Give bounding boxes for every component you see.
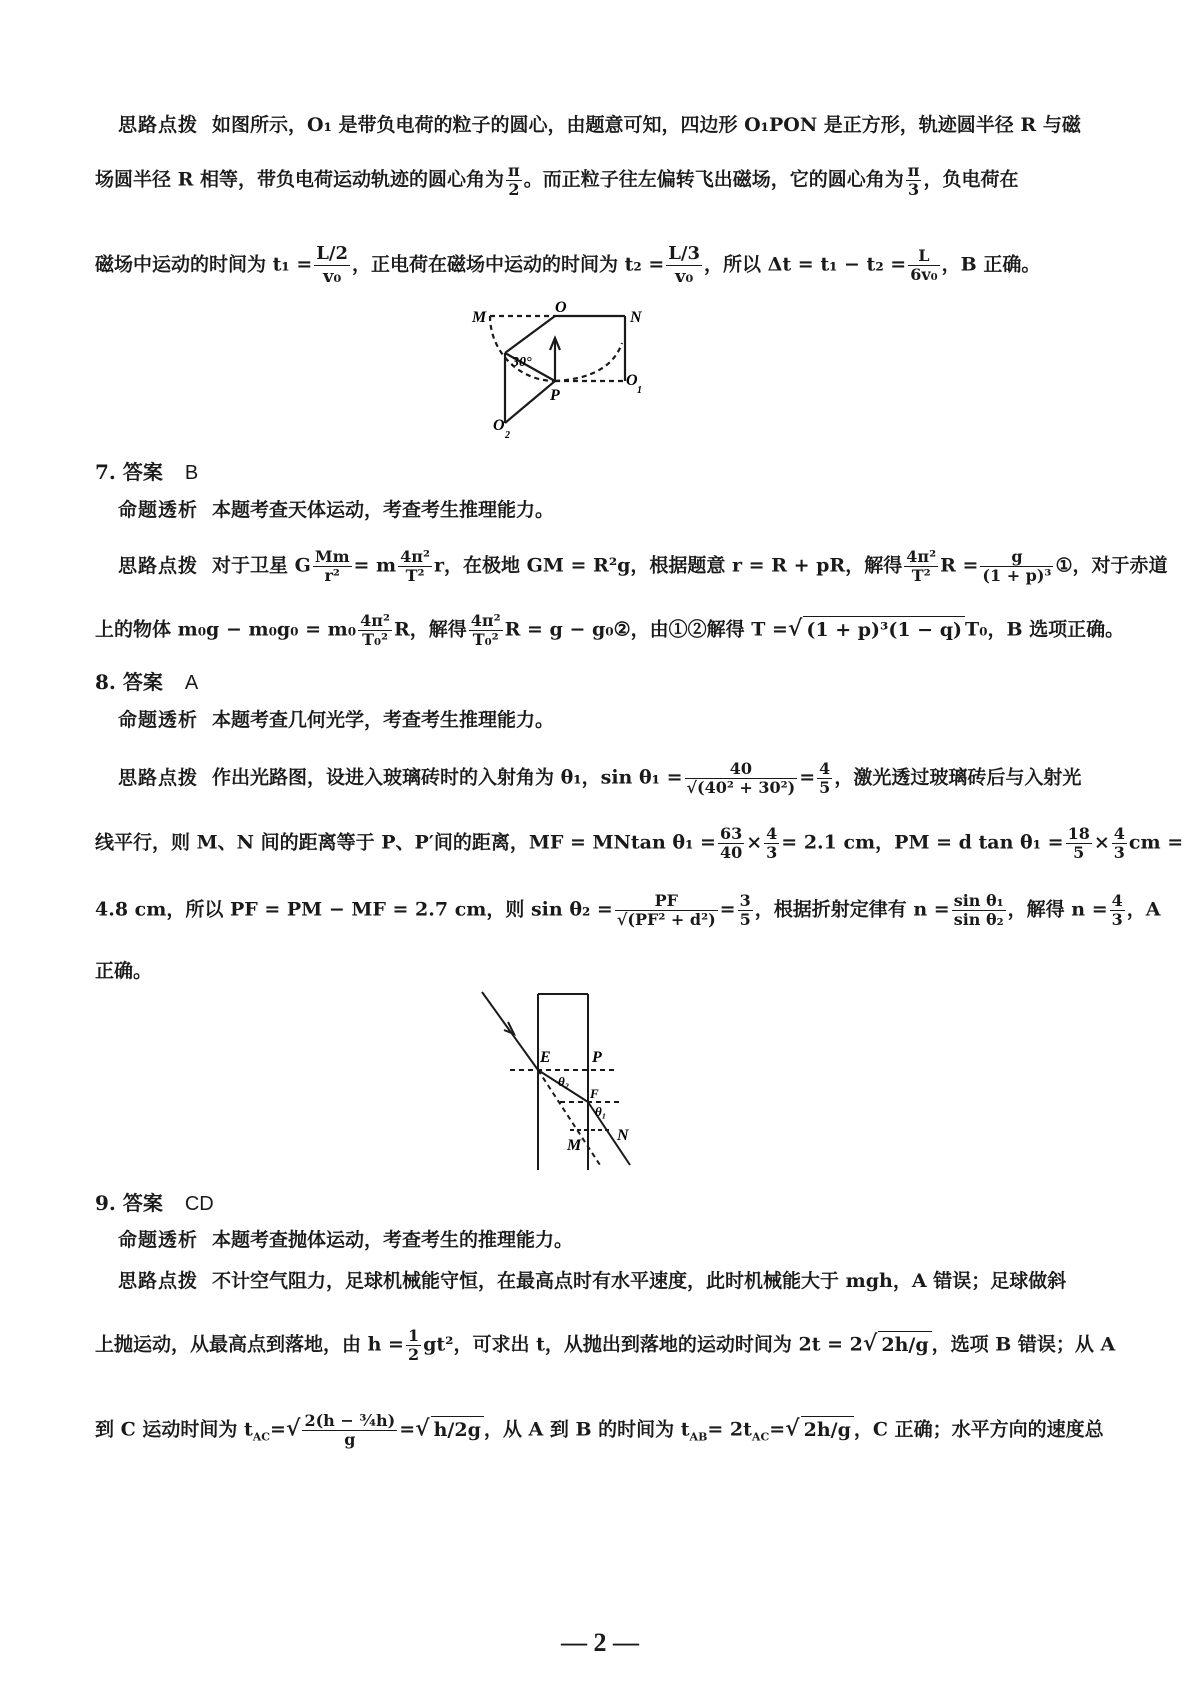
fraction: $\frac{18}{5}$	[1067, 824, 1090, 862]
q9-line-2: 上抛运动，从最高点到落地，由 h = $\frac{1}{2}$ gt²，可求出 t，从抛出到落地的运动时间为 2t = 2√ 2h/g ，选项 B 错误；从 A	[95, 1326, 1116, 1364]
label-P: P	[550, 387, 560, 404]
label-O2: O	[493, 417, 505, 434]
fraction: $\frac{\pi}{3}$	[907, 161, 920, 199]
q8-line-1: 思路点拨 作出光路图，设进入玻璃砖时的入射角为 θ₁，sin θ₁ = $\frac{40}{\text{√(40² + 30²)}}$ = $\frac{4}{5}$ ，激光透过玻璃砖后与入射光	[118, 759, 1082, 797]
q8-line-2: 线平行，则 M、N 间的距离等于 P、P′间的距离，MF = MNtan θ₁ = $\frac{63}{40}$ × $\frac{4}{3}$ = 2.1 cm，PM = d tan θ₁ = $\frac{18}{5}$ × $\frac{4}{3}$ cm =	[95, 824, 1184, 862]
fraction: $\frac{\text{sin θ₁}}{\text{sin θ₂}}$	[953, 891, 1004, 929]
q7-line-1: 思路点拨 对于卫星 G $\frac{Mm}{\text{r²}}$ = m $\frac{\text{4π²}}{\text{T²}}$ r，在极地 GM = R²g，根据题意 r = R + pR，解得 $\frac{\text{4π²}}{\text{T²}}$ R = $\frac{g}{\text{(1 + p)³}}$ ①，对于赤道	[118, 547, 1168, 585]
fraction: $\frac{40}{\text{√(40² + 30²)}}$	[686, 759, 796, 797]
label-M: M	[472, 309, 487, 326]
fraction: $\frac{\text{4π²}}{\text{T²}}$	[906, 547, 937, 585]
light-path-figure	[470, 990, 670, 1175]
fraction: $\frac{\text{4π²}}{\text{T²}}$	[400, 547, 430, 585]
q9-line-1: 思路点拨 不计空气阻力，足球机械能守恒，在最高点时有水平速度，此时机械能大于 mgh，A 错误；足球做斜	[118, 1270, 1067, 1292]
label-E: E	[540, 1049, 551, 1066]
q9-heading: 9. 答案 CD	[95, 1191, 214, 1215]
label-M: M	[567, 1137, 582, 1154]
fraction: $\frac{1}{2}$	[407, 1326, 420, 1364]
page-number: — 2 —	[561, 1628, 639, 1657]
q7-line-2: 上的物体 m₀g − m₀g₀ = m₀ $\frac{\text{4π²}}{\text{T₀²}}$ R，解得 $\frac{\text{4π²}}{\text{T₀²}}$ R = g − g₀②，由①②解得 T =√ (1 + p)³(1 − q) T₀，B 选项正确。	[95, 611, 1125, 649]
fraction: $\frac{63}{40}$	[719, 824, 743, 862]
angle-label: 30°	[512, 355, 532, 370]
fraction: $\frac{\text{4π²}}{\text{T₀²}}$	[470, 611, 501, 649]
fraction: $\frac{4}{5}$	[819, 759, 831, 797]
fraction: $\frac{L/2}{\text{v₀}}$	[316, 243, 349, 287]
q8-line-4: 正确。	[95, 960, 153, 982]
q6-line-2: 场圆半径 R 相等，带负电荷运动轨迹的圆心角为 $\frac{\pi}{2}$ 。而正粒子往左偏转飞出磁场，它的圆心角为 $\frac{\pi}{3}$ ，负电荷在	[95, 161, 1019, 199]
fraction: $\frac{PF}{\text{√(PF² + d²)}}$	[616, 891, 716, 929]
label-N: N	[617, 1127, 629, 1144]
fraction: $\frac{4}{3}$	[1111, 891, 1123, 929]
label-O1-sub: 1	[637, 385, 642, 396]
fraction: $\frac{\pi}{2}$	[508, 161, 520, 199]
q6-line-3: 磁场中运动的时间为 t₁ = $\frac{L/2}{\text{v₀}}$ ，正电荷在磁场中运动的时间为 t₂ = $\frac{L/3}{\text{v₀}}$ ，所以 Δt = t₁ − t₂ = $\frac{L}{\text{6v₀}}$ ，B 正确。	[95, 243, 1041, 287]
q7-heading: 7. 答案 B	[95, 460, 199, 484]
fraction: $\frac{L}{\text{6v₀}}$	[910, 246, 938, 284]
q9-line-3: 到 C 运动时间为 $t_{AC}=√$ $\frac{\text{2(h − ¾h)}}{g}$ =√ h/2g ，从 A 到 B 的时间为 $t_{AB}= 2t_{AC}=√$ 2h/g ，C 正确；水平方向的速度总	[95, 1411, 1104, 1449]
q8-analysis: 命题透析 本题考查几何光学，考查考生推理能力。	[118, 709, 555, 731]
label-O: O	[555, 299, 567, 316]
fraction: $\frac{\text{2(h − ¾h)}}{g}$	[304, 1411, 396, 1449]
q9-analysis: 命题透析 本题考查抛体运动，考查考生的推理能力。	[118, 1229, 574, 1251]
fraction: $\frac{4}{3}$	[1113, 824, 1125, 862]
fraction: $\frac{Mm}{\text{r²}}$	[314, 547, 350, 585]
fraction: $\frac{\text{4π²}}{\text{T₀²}}$	[360, 611, 390, 649]
label-theta1: θ₁	[595, 1104, 607, 1119]
label-theta2: θ₂	[558, 1074, 570, 1089]
q8-heading: 8. 答案 A	[95, 670, 199, 694]
magnetic-field-figure	[460, 298, 680, 448]
q7-analysis: 命题透析 本题考查天体运动，考查考生推理能力。	[118, 499, 555, 521]
fraction: $\frac{4}{3}$	[766, 824, 778, 862]
label-P: P	[592, 1049, 602, 1066]
fraction: $\frac{g}{\text{(1 + p)³}}$	[982, 547, 1052, 585]
label-N: N	[630, 309, 642, 326]
label-O1: O	[626, 372, 638, 389]
label-F: F	[590, 1086, 599, 1101]
q8-line-3: 4.8 cm，所以 PF = PM − MF = 2.7 cm，则 sin θ₂ = $\frac{PF}{\text{√(PF² + d²)}}$ = $\frac{3}{5}$ ，根据折射定律有 n = $\frac{\text{sin θ₁}}{\text{sin θ₂}}$ ，解得 n = $\frac{4}{3}$ ，A	[95, 891, 1161, 929]
label-O2-sub: 2	[505, 430, 510, 441]
q6-line-1: 思路点拨 如图所示，O₁ 是带负电荷的粒子的圆心，由题意可知，四边形 O₁PON 是正方形，轨迹圆半径 R 与磁	[118, 114, 1081, 136]
fraction: $\frac{3}{5}$	[739, 891, 751, 929]
fraction: $\frac{L/3}{\text{v₀}}$	[668, 243, 701, 287]
